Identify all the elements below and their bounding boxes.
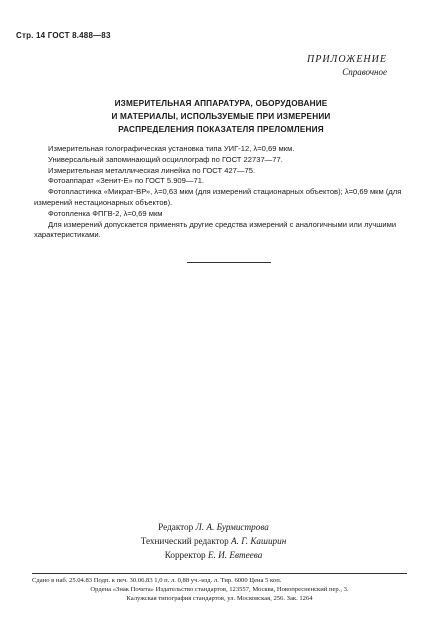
list-item: Измерительная голографическая установка типа УИГ-12, λ=0,69 мкм. xyxy=(48,144,295,153)
appendix-block xyxy=(307,54,387,77)
imprint-line-3: Калужская типография стандартов, ул. Московская, 256. Зак. 1264 xyxy=(126,595,313,602)
page-header: Стр. 14 ГОСТ 8.488—83 xyxy=(16,31,111,40)
imprint-line-2: Ордена «Знак Почета» Издательство стандартов, 123557, Москва, Новопресненский пер., 3. xyxy=(90,586,349,593)
list-item: Для измерений допускается применять другие средства измерений с аналогичными или лучшими характеристиками. xyxy=(34,219,397,240)
appendix-subtitle: Справочное xyxy=(342,67,387,77)
corrector-line xyxy=(0,548,427,562)
heading-line-2: И МАТЕРИАЛЫ, ИСПОЛЬЗУЕМЫЕ ПРИ ИЗМЕРЕНИИ xyxy=(111,112,331,121)
tech-editor-name: А. Г. Каширин xyxy=(230,536,287,546)
heading-line-1: ИЗМЕРИТЕЛЬНАЯ АППАРАТУРА, ОБОРУДОВАНИЕ xyxy=(114,99,328,108)
imprint-line-1: Сдано в наб. 25.04.83 Подп. к печ. 30.06.83 1,0 п. л. 0,88 уч.-изд. л. Тир. 6000 Цена 5 коп. xyxy=(32,577,282,584)
editor-name: Л. А. Бурмистрова xyxy=(195,522,269,532)
divider xyxy=(187,262,271,263)
corrector-name: Е. И. Евтеева xyxy=(207,550,263,560)
tech-editor-line xyxy=(0,534,427,548)
list-item: Универсальный запоминающий осциллограф по ГОСТ 22737—77. xyxy=(48,154,283,164)
list-item: Фотопластинка «Микрат-ВР», λ=0,63 мкм (для измерений стационарных объектов); λ=0,69 мкм (для измерений нестационарных объектов). xyxy=(34,187,402,207)
corrector-role: Корректор xyxy=(164,550,208,560)
editor-line xyxy=(0,520,427,534)
list-item: Фотоаппарат «Зенит-Е» по ГОСТ 5.909—71. xyxy=(48,176,205,186)
section-heading xyxy=(60,97,382,136)
list-item: Фотопленка ФПГВ-2, λ=0,69 мкм xyxy=(48,208,163,218)
equipment-list xyxy=(34,144,412,241)
appendix-title: ПРИЛОЖЕНИЕ xyxy=(307,54,387,65)
editor-role: Редактор xyxy=(158,522,196,532)
imprint-block xyxy=(32,573,407,603)
heading-line-3: РАСПРЕДЕЛЕНИЯ ПОКАЗАТЕЛЯ ПРЕЛОМЛЕНИЯ xyxy=(118,125,324,134)
list-item: Измерительная металлическая линейка по ГОСТ 427—75. xyxy=(48,165,256,175)
tech-editor-role: Технический редактор xyxy=(140,536,231,546)
credits-block xyxy=(0,520,427,562)
